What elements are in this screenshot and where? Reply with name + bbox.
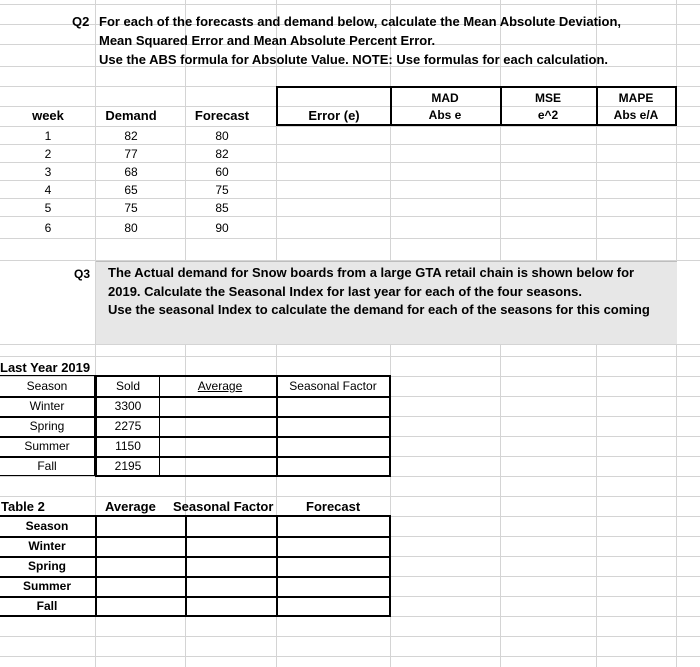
- q2-header-forecast: Forecast: [194, 108, 250, 123]
- table1-col-divider-2: [276, 375, 278, 477]
- q2-demand-cell: 75: [124, 201, 138, 215]
- q2-demand-cell: 65: [124, 183, 138, 197]
- table2-season-cell: Winter: [28, 539, 66, 553]
- q2-header-mad: MAD: [431, 91, 459, 105]
- q2-instruction-line-3: Use the ABS formula for Absolute Value. NOTE: Use formulas for each calculation.: [99, 52, 609, 67]
- q2-instruction-line-2: Mean Squared Error and Mean Absolute Percent Error.: [99, 33, 436, 48]
- table2-title: Table 2: [1, 499, 45, 514]
- q2-week-cell: 6: [44, 221, 52, 235]
- q2-header-mse-sub: e^2: [537, 108, 559, 122]
- table2-header-average: Average: [105, 499, 156, 514]
- q2-forecast-cell: 75: [215, 183, 229, 197]
- table1-row-line: [0, 436, 391, 438]
- q3-instruction-line-3: Use the seasonal Index to calculate the demand for each of the seasons for this coming: [108, 302, 650, 317]
- q2-demand-cell: 82: [124, 129, 138, 143]
- table2-row-line: [0, 576, 391, 578]
- table2-col-divider-2: [185, 515, 187, 617]
- table2-season-cell: Fall: [36, 599, 58, 613]
- table2-season-cell: Summer: [22, 579, 72, 593]
- q2-header-demand: Demand: [105, 108, 157, 123]
- table1-row-line: [0, 396, 391, 398]
- q2-header-mape-sub: Abs e/A: [613, 108, 659, 122]
- q2-forecast-cell: 90: [215, 221, 229, 235]
- q2-divider-mad: [390, 86, 392, 126]
- table1-season-cell: Spring: [29, 419, 65, 433]
- q2-divider-mape: [596, 86, 598, 126]
- table1-sold-cell: 2195: [114, 459, 142, 473]
- table1-sold-cell: 2275: [114, 419, 142, 433]
- q2-instruction-line-1: For each of the forecasts and demand below, calculate the Mean Absolute Deviation,: [99, 14, 622, 29]
- q3-label: Q3: [74, 267, 91, 281]
- table1-header-season: Season: [26, 379, 68, 393]
- table1-header-sold: Sold: [115, 379, 141, 393]
- table2-col-divider-1: [95, 515, 97, 617]
- q2-forecast-cell: 82: [215, 147, 229, 161]
- table1-sold-cell: 3300: [114, 399, 142, 413]
- table1-header-average: Average: [197, 379, 243, 393]
- table2-header-season: Season: [25, 519, 69, 533]
- table1-col-divider-1: [159, 375, 160, 477]
- table1-row-line: [0, 416, 391, 418]
- q2-header-error: Error (e): [308, 108, 360, 123]
- table1-sold-cell: 1150: [115, 439, 141, 453]
- q3-instruction-line-2: 2019. Calculate the Seasonal Index for last year for each of the four seasons.: [108, 284, 582, 299]
- q2-demand-cell: 80: [124, 221, 138, 235]
- table1-title: Last Year 2019: [0, 360, 91, 375]
- table2-header-forecast: Forecast: [306, 499, 361, 514]
- q2-forecast-cell: 60: [215, 165, 229, 179]
- table2-header-seasonal-factor: Seasonal Factor: [173, 499, 274, 514]
- table2-row-line: [0, 536, 391, 538]
- q2-header-week: week: [32, 108, 64, 123]
- q2-week-cell: 4: [44, 183, 52, 197]
- q2-week-cell: 1: [44, 129, 52, 143]
- q2-week-cell: 2: [44, 147, 52, 161]
- table1-row-line: [0, 456, 391, 458]
- table2-season-cell: Spring: [28, 559, 66, 573]
- q2-forecast-cell: 85: [215, 201, 229, 215]
- table2-col-divider-3: [276, 515, 278, 617]
- table1-season-cell: Winter: [29, 399, 65, 413]
- q3-instruction-line-1: The Actual demand for Snow boards from a large GTA retail chain is shown below for: [108, 265, 635, 280]
- q2-header-mse: MSE: [534, 91, 562, 105]
- q2-demand-cell: 68: [124, 165, 138, 179]
- table1-header-seasonal-factor: Seasonal Factor: [289, 379, 377, 393]
- q2-week-cell: 5: [44, 201, 52, 215]
- q2-week-cell: 3: [44, 165, 52, 179]
- q2-demand-cell: 77: [124, 147, 138, 161]
- q2-header-mad-sub: Abs e: [428, 108, 462, 122]
- q2-divider-mse: [500, 86, 502, 126]
- q2-header-mape: MAPE: [618, 91, 654, 105]
- table2-row-line: [0, 596, 391, 598]
- q2-label: Q2: [72, 14, 90, 29]
- q2-forecast-cell: 80: [215, 129, 229, 143]
- table2-row-line: [0, 556, 391, 558]
- table1-season-cell: Summer: [24, 439, 70, 453]
- table1-season-cell: Fall: [37, 459, 57, 473]
